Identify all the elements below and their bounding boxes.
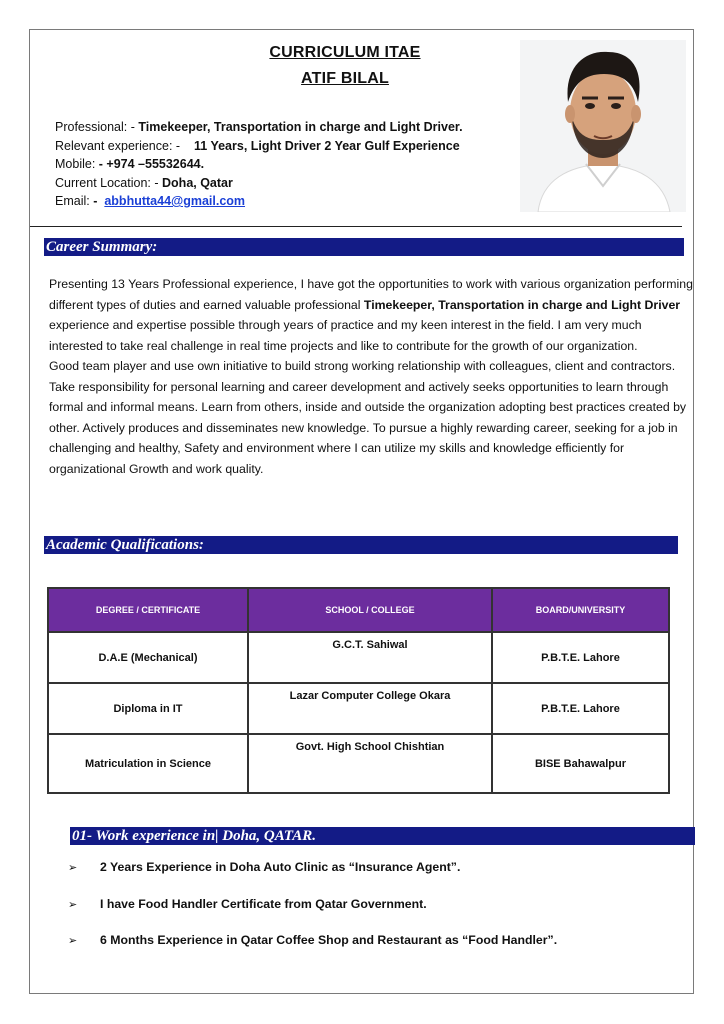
table-header-row <box>48 588 669 632</box>
academic-heading: Academic Qualifications: <box>44 536 678 554</box>
email-link[interactable]: abbhutta44@gmail.com <box>104 194 246 208</box>
profile-photo <box>520 40 686 212</box>
col-degree: DEGREE / CERTIFICATE <box>48 588 248 632</box>
career-summary-heading: Career Summary: <box>44 238 684 256</box>
board-cell: P.B.T.E. Lahore <box>492 632 669 683</box>
board-cell: BISE Bahawalpur <box>492 734 669 793</box>
resume-page <box>29 29 694 994</box>
degree-cell: D.A.E (Mechanical) <box>48 632 248 683</box>
table-row <box>48 734 669 793</box>
list-item: ➢ I have Food Handler Certificate from Qatar Government. <box>68 897 427 911</box>
location-row: Current Location: - Doha, Qatar <box>55 175 233 190</box>
school-cell: Govt. High School Chishtian <box>248 734 492 793</box>
list-item: ➢ 2 Years Experience in Doha Auto Clinic as “Insurance Agent”. <box>68 860 461 874</box>
email-row: Email: - abbhutta44@gmail.com <box>55 194 246 208</box>
professional-row: Professional: - Timekeeper, Transportation in charge and Light Driver. <box>55 120 463 134</box>
school-cell: G.C.T. Sahiwal <box>248 632 492 683</box>
candidate-name: ATIF BILAL <box>301 70 389 87</box>
list-item: ➢ 6 Months Experience in Qatar Coffee Shop and Restaurant as “Food Handler”. <box>68 933 558 947</box>
school-cell: Lazar Computer College Okara <box>248 683 492 734</box>
arrow-bullet-icon: ➢ <box>68 862 78 874</box>
academic-table <box>47 587 670 794</box>
mobile-row: Mobile: - +974 –55532644. <box>55 157 205 171</box>
document-title: CURRICULUM ITAE <box>269 44 421 61</box>
summary-paragraph-2: Good team player and use own initiative to build strong working relationship with colleagues, client and contractors. Take responsibility for personal learning and career development and actively seeks opportunities to learn through formal and informal means. Learn from others, inside and outside the organization adopting best practices created by other. Actively produces and disseminates new knowledge. To pursue a highly rewarding career, seeking for a job in challenging and healthy, Safety and environment where I can utilize my skills and knowledge efficiently for organizational Growth and work quality. <box>49 359 687 476</box>
col-board: BOARD/UNIVERSITY <box>492 588 669 632</box>
degree-cell: Diploma in IT <box>48 683 248 734</box>
arrow-bullet-icon: ➢ <box>68 899 78 911</box>
experience-row: Relevant experience: - 11 Years, Light Driver 2 Year Gulf Experience <box>55 138 460 153</box>
header-divider <box>30 226 682 227</box>
table-row <box>48 632 669 683</box>
arrow-bullet-icon: ➢ <box>68 935 78 947</box>
career-summary-text <box>49 274 695 479</box>
table-row <box>48 683 669 734</box>
board-cell: P.B.T.E. Lahore <box>492 683 669 734</box>
degree-cell: Matriculation in Science <box>48 734 248 793</box>
contact-info <box>55 118 463 211</box>
summary-paragraph-1: Presenting 13 Years Professional experience, I have got the opportunities to work with various organization performing different types of duties and earned valuable professional Timekeeper, Transportation in charge and Light Driver experience and expertise possible through years of practice and my keen interest in the field. I am very much interested to take real challenge in real time projects and like to contribute for the growth of our organization. <box>49 277 693 353</box>
work-experience-heading: 01- Work experience in| Doha, QATAR. <box>70 827 695 845</box>
col-school: SCHOOL / COLLEGE <box>248 588 492 632</box>
person-portrait-icon <box>520 40 686 212</box>
